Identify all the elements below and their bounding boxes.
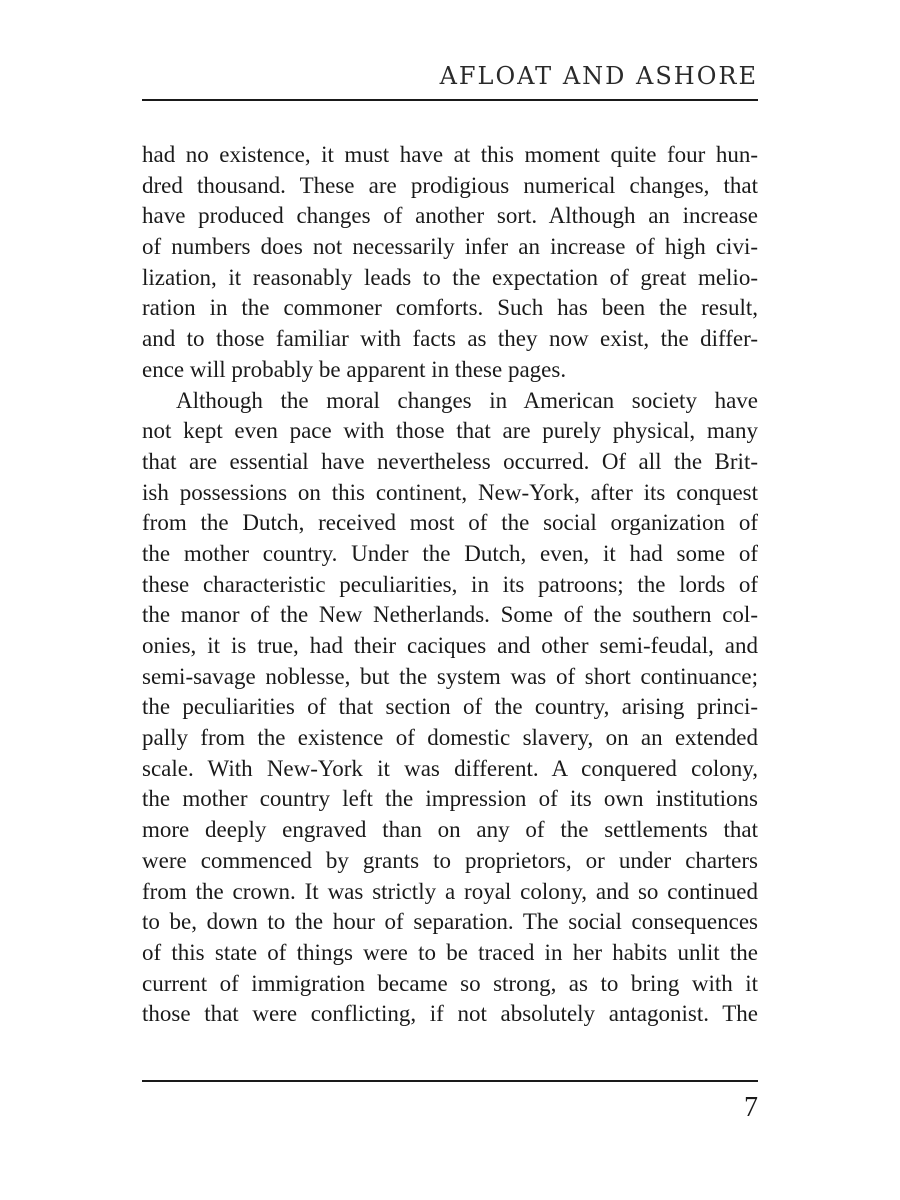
- text-line: the manor of the New Netherlands. Some of the southern col-: [142, 602, 758, 628]
- text-line: scale. With New-York it was different. A conquered colony,: [142, 755, 758, 781]
- text-line: to be, down to the hour of separation. The social consequences: [142, 909, 758, 935]
- page-number: 7: [744, 1092, 758, 1123]
- text-line: from the Dutch, received most of the social organization of: [142, 510, 758, 536]
- text-line: Although the moral changes in American society have: [176, 387, 758, 413]
- footer-rule: [142, 1080, 758, 1082]
- text-line: the mother country left the impression of its own institutions: [142, 786, 758, 812]
- header-rule: [142, 99, 758, 101]
- text-line: these characteristic peculiarities, in its patroons; the lords of: [142, 571, 758, 597]
- text-line: had no existence, it must have at this moment quite four hun-: [142, 142, 758, 167]
- text-line: semi-savage noblesse, but the system was of short continuance;: [142, 663, 758, 689]
- text-line: not kept even pace with those that are purely physical, many: [142, 418, 758, 444]
- text-line: from the crown. It was strictly a royal colony, and so continued: [142, 878, 758, 904]
- text-line: pally from the existence of domestic slavery, on an extended: [142, 725, 758, 751]
- paragraph: [142, 140, 758, 386]
- text-line: ence will probably be apparent in these pages.: [142, 356, 567, 382]
- text-line: were commenced by grants to proprietors, or under charters: [142, 847, 758, 873]
- text-line: ration in the commoner comforts. Such has been the result,: [142, 295, 758, 321]
- text-line: more deeply engraved than on any of the settlements that: [142, 817, 758, 843]
- text-line: onies, it is true, had their caciques and other semi-feudal, and: [142, 633, 758, 658]
- paragraph: [142, 386, 758, 1030]
- text-line: of this state of things were to be traced in her habits unlit the: [142, 939, 758, 965]
- body-text: [142, 140, 758, 1030]
- text-line: lization, it reasonably leads to the expectation of great melio-: [142, 264, 758, 290]
- running-head-title: AFLOAT AND ASHORE: [439, 62, 758, 90]
- text-line: have produced changes of another sort. Although an increase: [142, 203, 758, 229]
- text-line: current of immigration became so strong, as to bring with it: [142, 970, 758, 996]
- text-line: those that were conflicting, if not absolutely antagonist. The: [142, 1001, 758, 1027]
- text-line: ish possessions on this continent, New-York, after its conquest: [142, 479, 758, 505]
- text-line: that are essential have nevertheless occurred. Of all the Brit-: [142, 448, 758, 474]
- text-line: and to those familiar with facts as they now exist, the differ-: [142, 326, 758, 352]
- text-line: dred thousand. These are prodigious numerical changes, that: [142, 172, 758, 198]
- text-line: the peculiarities of that section of the country, arising princi-: [142, 694, 758, 720]
- text-line: the mother country. Under the Dutch, even, it had some of: [142, 540, 758, 566]
- text-line: of numbers does not necessarily infer an increase of high civi-: [142, 234, 758, 260]
